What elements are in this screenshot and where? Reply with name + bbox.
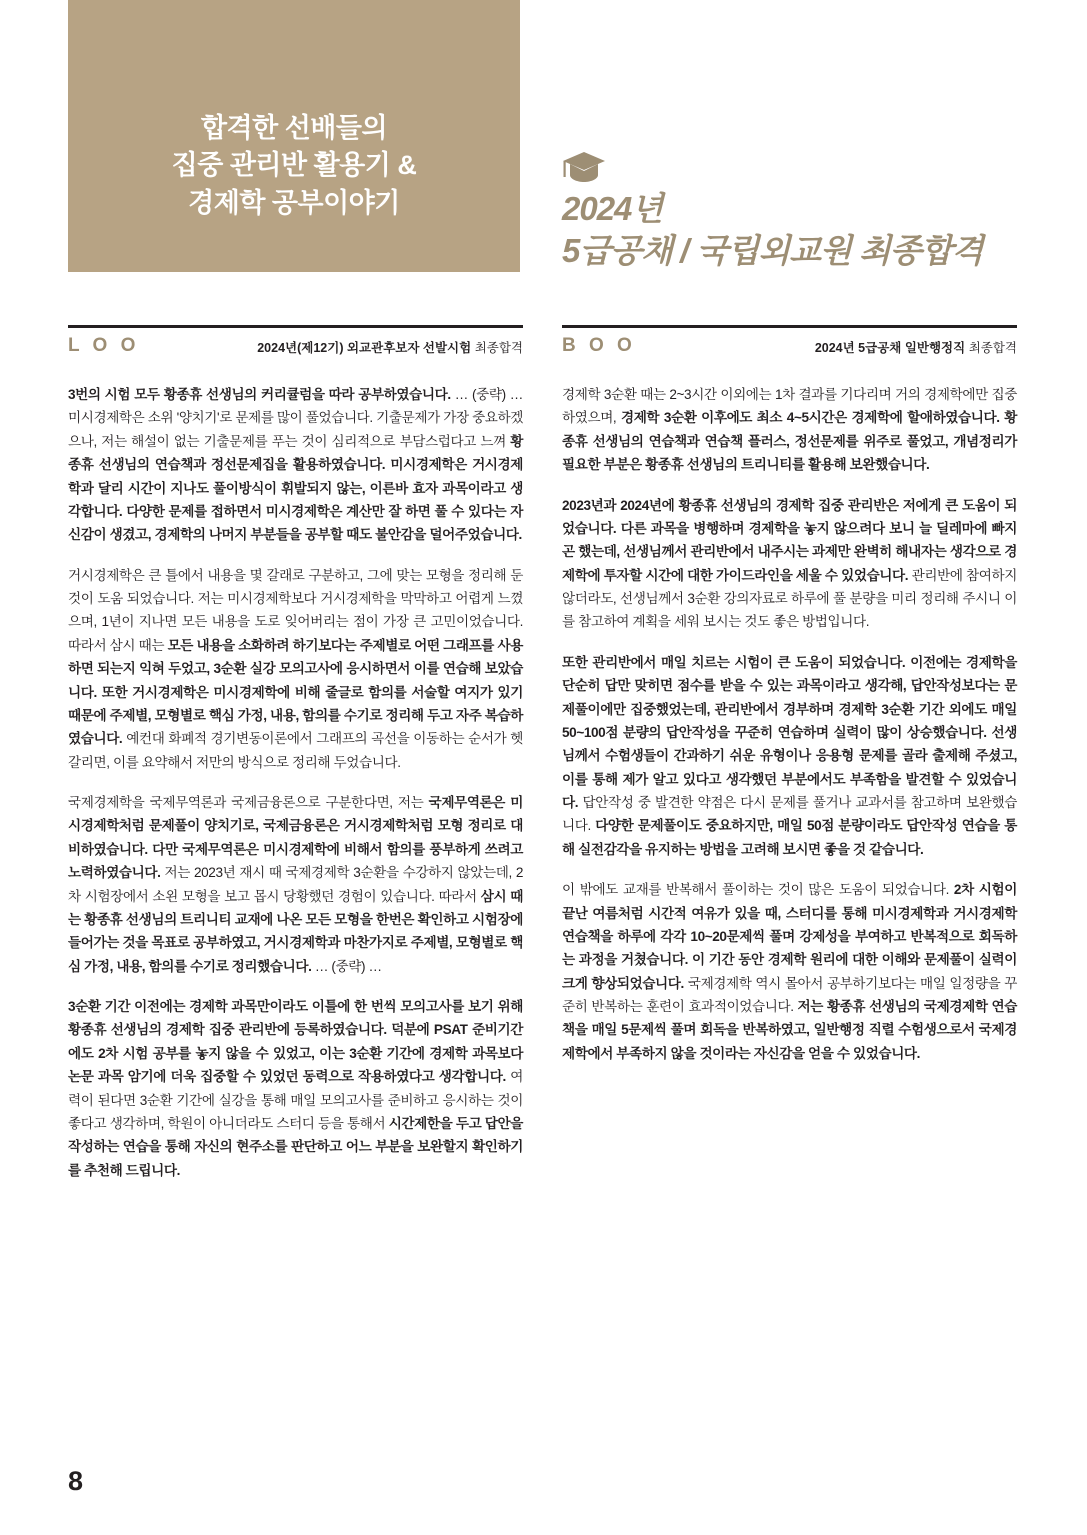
- header-band-title: [68, 110, 520, 222]
- body-text-run: 국제경제학을 국제무역론과 국제금융론으로 구분한다면, 저는: [68, 795, 429, 810]
- author-initials: B O O: [562, 335, 636, 356]
- paragraph: [68, 995, 523, 1182]
- article-body-right: [562, 383, 1017, 1065]
- paragraph: [562, 651, 1017, 861]
- exam-result-label: [815, 338, 1017, 356]
- body-text-run: 여력이 된다면 3순환 기간에 실강을 통해 매일 모의고사를 준비하고 응시하는 것이 좋다고 생각하며, 학원이 아니더라도 스터디 등을 통해서: [68, 1069, 523, 1131]
- emphasis-text: 2023년과 2024년에 황종휴 선생님의 경제학 집중 관리반은 저에게 큰 도움이 되었습니다. 다른 과목을 병행하며 경제학을 놓지 않으려다 보니 늘 딜레마에 빠지곤 했는데, 선생님께서 관리반에서 내주시는 과제만 완벽히 해내자는 생각으로 경제학에 투자할 시간에 대한 가이드라인을 세울 수 있었습니다.: [562, 497, 1017, 583]
- emphasis-text: 2차 시험이 끝난 여름처럼 시간적 여유가 있을 때, 스터디를 통해 미시경제학과 거시경제학 연습책을 하루에 각각 10~20문제씩 풀며 강제성을 부여하고 반복적으로 회독하는 과정을 거쳤습니다. 이 기간 동안 경제학 원리에 대한 이해와 문제풀이 실력이 크게 향상되었습니다.: [562, 882, 1017, 991]
- paragraph: [68, 791, 523, 978]
- article-column-right: [562, 325, 1017, 1065]
- header-right-title-line-1: 2024년: [562, 190, 663, 227]
- emphasis-text: 3번의 시험 모두 황종휴 선생님의 커리큘럼을 따라 공부하였습니다.: [68, 387, 455, 402]
- body-text-run: 경제학 3순환 때는 2~3시간 이외에는 1차 결과를 기다리며 거의 경제학에만 집중하였으며,: [562, 387, 1017, 426]
- body-text-run: 관리반에 참여하지 않더라도, 선생님께서 3순환 강의자료로 하루에 풀 분량을 미리 정리해 주시니 이를 참고하여 계획을 세워 보시는 것도 좋은 방법입니다.: [562, 567, 1017, 630]
- body-text-run: 거시경제학은 큰 틀에서 내용을 몇 갈래로 구분하고, 그에 맞는 모형을 정리해 둔 것이 도움 되었습니다. 저는 미시경제학보다 거시경제학을 막막하고 어렵게 느꼈으며, 1년이 지나면 모든 내용을 도로 잊어버리는 점이 가장 큰 고민이었습니다. 따라서 삼시 때는: [68, 567, 523, 653]
- emphasis-text: 3순환 기간 이전에는 경제학 과목만이라도 이틀에 한 번씩 모의고사를 보기 위해 황종휴 선생님의 경제학 집중 관리반에 등록하였습니다. 덕분에 PSAT 준비기간에도 2차 시험 공부를 놓지 않을 수 있었고, 이는 3순환 기간에 경제학 과목보다 논문 과목 암기에 더욱 집중할 수 있었던 동력으로 작용하였다고 생각합니다.: [68, 999, 523, 1085]
- header-right-title-line-2: 5급공채 / 국립외교원 최종합격: [562, 232, 983, 270]
- paragraph: [562, 383, 1017, 477]
- body-text-run: 이 밖에도 교재를 반복해서 풀이하는 것이 많은 도움이 되었습니다.: [562, 882, 954, 898]
- exam-name: 2024년(제12기) 외교관후보자 선발시험: [257, 341, 472, 355]
- emphasis-text: 경제학 3순환 이후에도 최소 4~5시간은 경제학에 할애하였습니다. 황종휴 선생님의 연습책과 연습책 플러스, 정선문제를 위주로 풀었고, 개념정리가 필요한 부분은 황종휴 선생님의 트리니티를 활용해 보완했습니다.: [562, 410, 1017, 473]
- exam-name: 2024년 5급공채 일반행정직: [814, 341, 966, 355]
- column-header-right: [562, 325, 1017, 365]
- emphasis-text: 또한 관리반에서 매일 치르는 시험이 큰 도움이 되었습니다. 이전에는 경제학을 단순히 답만 맞히면 점수를 받을 수 있는 과목이라고 생각해, 답안작성보다는 문제풀이에만 집중했었는데, 관리반에서 경부하며 경제학 3순환 기간 외에도 매일 50~100점 분량의 답안작성을 꾸준히 연습하며 실력이 많이 상승했습니다. 선생님께서 수험생들이 간과하기 쉬운 유형이나 응용형 문제를 골라 출제해 주셨고, 이를 통해 제가 알고 있다고 생각했던 부분에서도 부족함을 발견할 수 있었습니다.: [562, 654, 1017, 810]
- body-text-run: 답안작성 중 발견한 약점은 다시 문제를 풀거나 교과서를 참고하며 보완했습니다.: [562, 795, 1017, 834]
- emphasis-text: 다양한 문제풀이도 중요하지만, 매일 50점 분량이라도 답안작성 연습을 통해 실전감각을 유지하는 방법을 고려해 보시면 좋을 것 같습니다.: [562, 818, 1017, 857]
- article-column-left: [68, 325, 523, 1182]
- body-text-run: 예컨대 화폐적 경기변동이론에서 그래프의 곡선을 이동하는 순서가 헷갈리면, 이를 요약해서 저만의 방식으로 정리해 두었습니다.: [68, 731, 523, 770]
- emphasis-text: 시간제한을 두고 답안을 작성하는 연습을 통해 자신의 현주소를 판단하고 어느 부분을 보완할지 확인하기를 추천해 드립니다.: [68, 1115, 523, 1178]
- body-text-run: … (중략) …: [311, 958, 382, 974]
- body-text-run: 국제경제학 역시 몰아서 공부하기보다는 매일 일정량을 꾸준히 반복하는 훈련이 효과적이었습니다.: [562, 975, 1017, 1014]
- emphasis-text: 저는 황종휴 선생님의 국제경제학 연습책을 매일 5문제씩 풀며 회독을 반복하였고, 일반행정 직렬 수험생으로서 국제경제학에서 부족하지 않을 것이라는 자신감을 얻을 수 있었습니다.: [562, 999, 1017, 1061]
- paragraph: [562, 494, 1017, 634]
- header-right-title: [562, 188, 983, 272]
- article-body-left: [68, 383, 523, 1182]
- paragraph: [68, 564, 523, 774]
- exam-result-label: [257, 338, 523, 356]
- paragraph: [68, 383, 523, 547]
- emphasis-text: 삼시 때는 황종휴 선생님의 트리니티 교재에 나온 모든 모형을 한번은 확인하고 시험장에 들어가는 것을 목표로 공부하였고, 거시경제학과 마찬가지로 주제별, 모형별로 핵심 가정, 내용, 함의를 수기로 정리했습니다.: [68, 888, 523, 974]
- page-number: 8: [68, 1466, 84, 1496]
- header-band-title-line-3: 경제학 공부이야기: [188, 187, 400, 218]
- exam-status: 최종합격: [474, 341, 523, 355]
- emphasis-text: 국제무역론은 미시경제학처럼 문제풀이 양치기로, 국제금융론은 거시경제학처럼 모형 정리로 대비하였습니다. 다만 국제무역론은 미시경제학에 비해서 함의를 풍부하게 쓰려고 노력하였습니다.: [68, 795, 524, 881]
- emphasis-text: 황종휴 선생님의 연습책과 정선문제집을 활용하였습니다. 미시경제학은 거시경제학과 달리 시간이 지나도 풀이방식이 휘발되지 않는, 이른바 효자 과목이라고 생각합니다. 다양한 문제를 접하면서 미시경제학은 계산만 잘 하면 풀 수 있다는 자신감이 생겼고, 경제학의 나머지 부분들을 공부할 때도 불안감을 덜어주었습니다.: [68, 433, 523, 543]
- header-band: [68, 0, 520, 272]
- graduation-cap-icon: [562, 150, 606, 184]
- body-text-run: 저는 2023년 재시 때 국제경제학 3순환을 수강하지 않았는데, 2차 시험장에서 소왼 모형을 보고 몹시 당황했던 경험이 있습니다. 따라서: [68, 865, 523, 904]
- body-text-run: … (중략) … 미시경제학은 소위 '양치기'로 문제를 많이 풀었습니다. 기출문제가 가장 중요하겠으나, 저는 해설이 없는 기출문제를 푸는 것이 심리적으로 부담스럽다고 느껴: [68, 387, 523, 449]
- column-header-left: [68, 325, 523, 365]
- header-band-title-line-2: 집중 관리반 활용기 &: [171, 150, 417, 181]
- author-initials: L O O: [68, 335, 140, 356]
- exam-status: 최종합격: [968, 341, 1017, 355]
- emphasis-text: 모든 내용을 소화하려 하기보다는 주제별로 어떤 그래프를 사용하면 되는지 익혀 두었고, 3순환 실강 모의고사에 응시하면서 이를 연습해 보았습니다. 또한 거시경제학은 미시경제학에 비해 줄글로 함의를 서술할 여지가 있기 때문에 주제별, 모형별로 핵심 가정, 내용, 함의를 수기로 정리해 두고 자주 복습하였습니다.: [68, 637, 523, 747]
- header-band-title-line-1: 합격한 선배들의: [200, 113, 388, 143]
- paragraph: [562, 878, 1017, 1065]
